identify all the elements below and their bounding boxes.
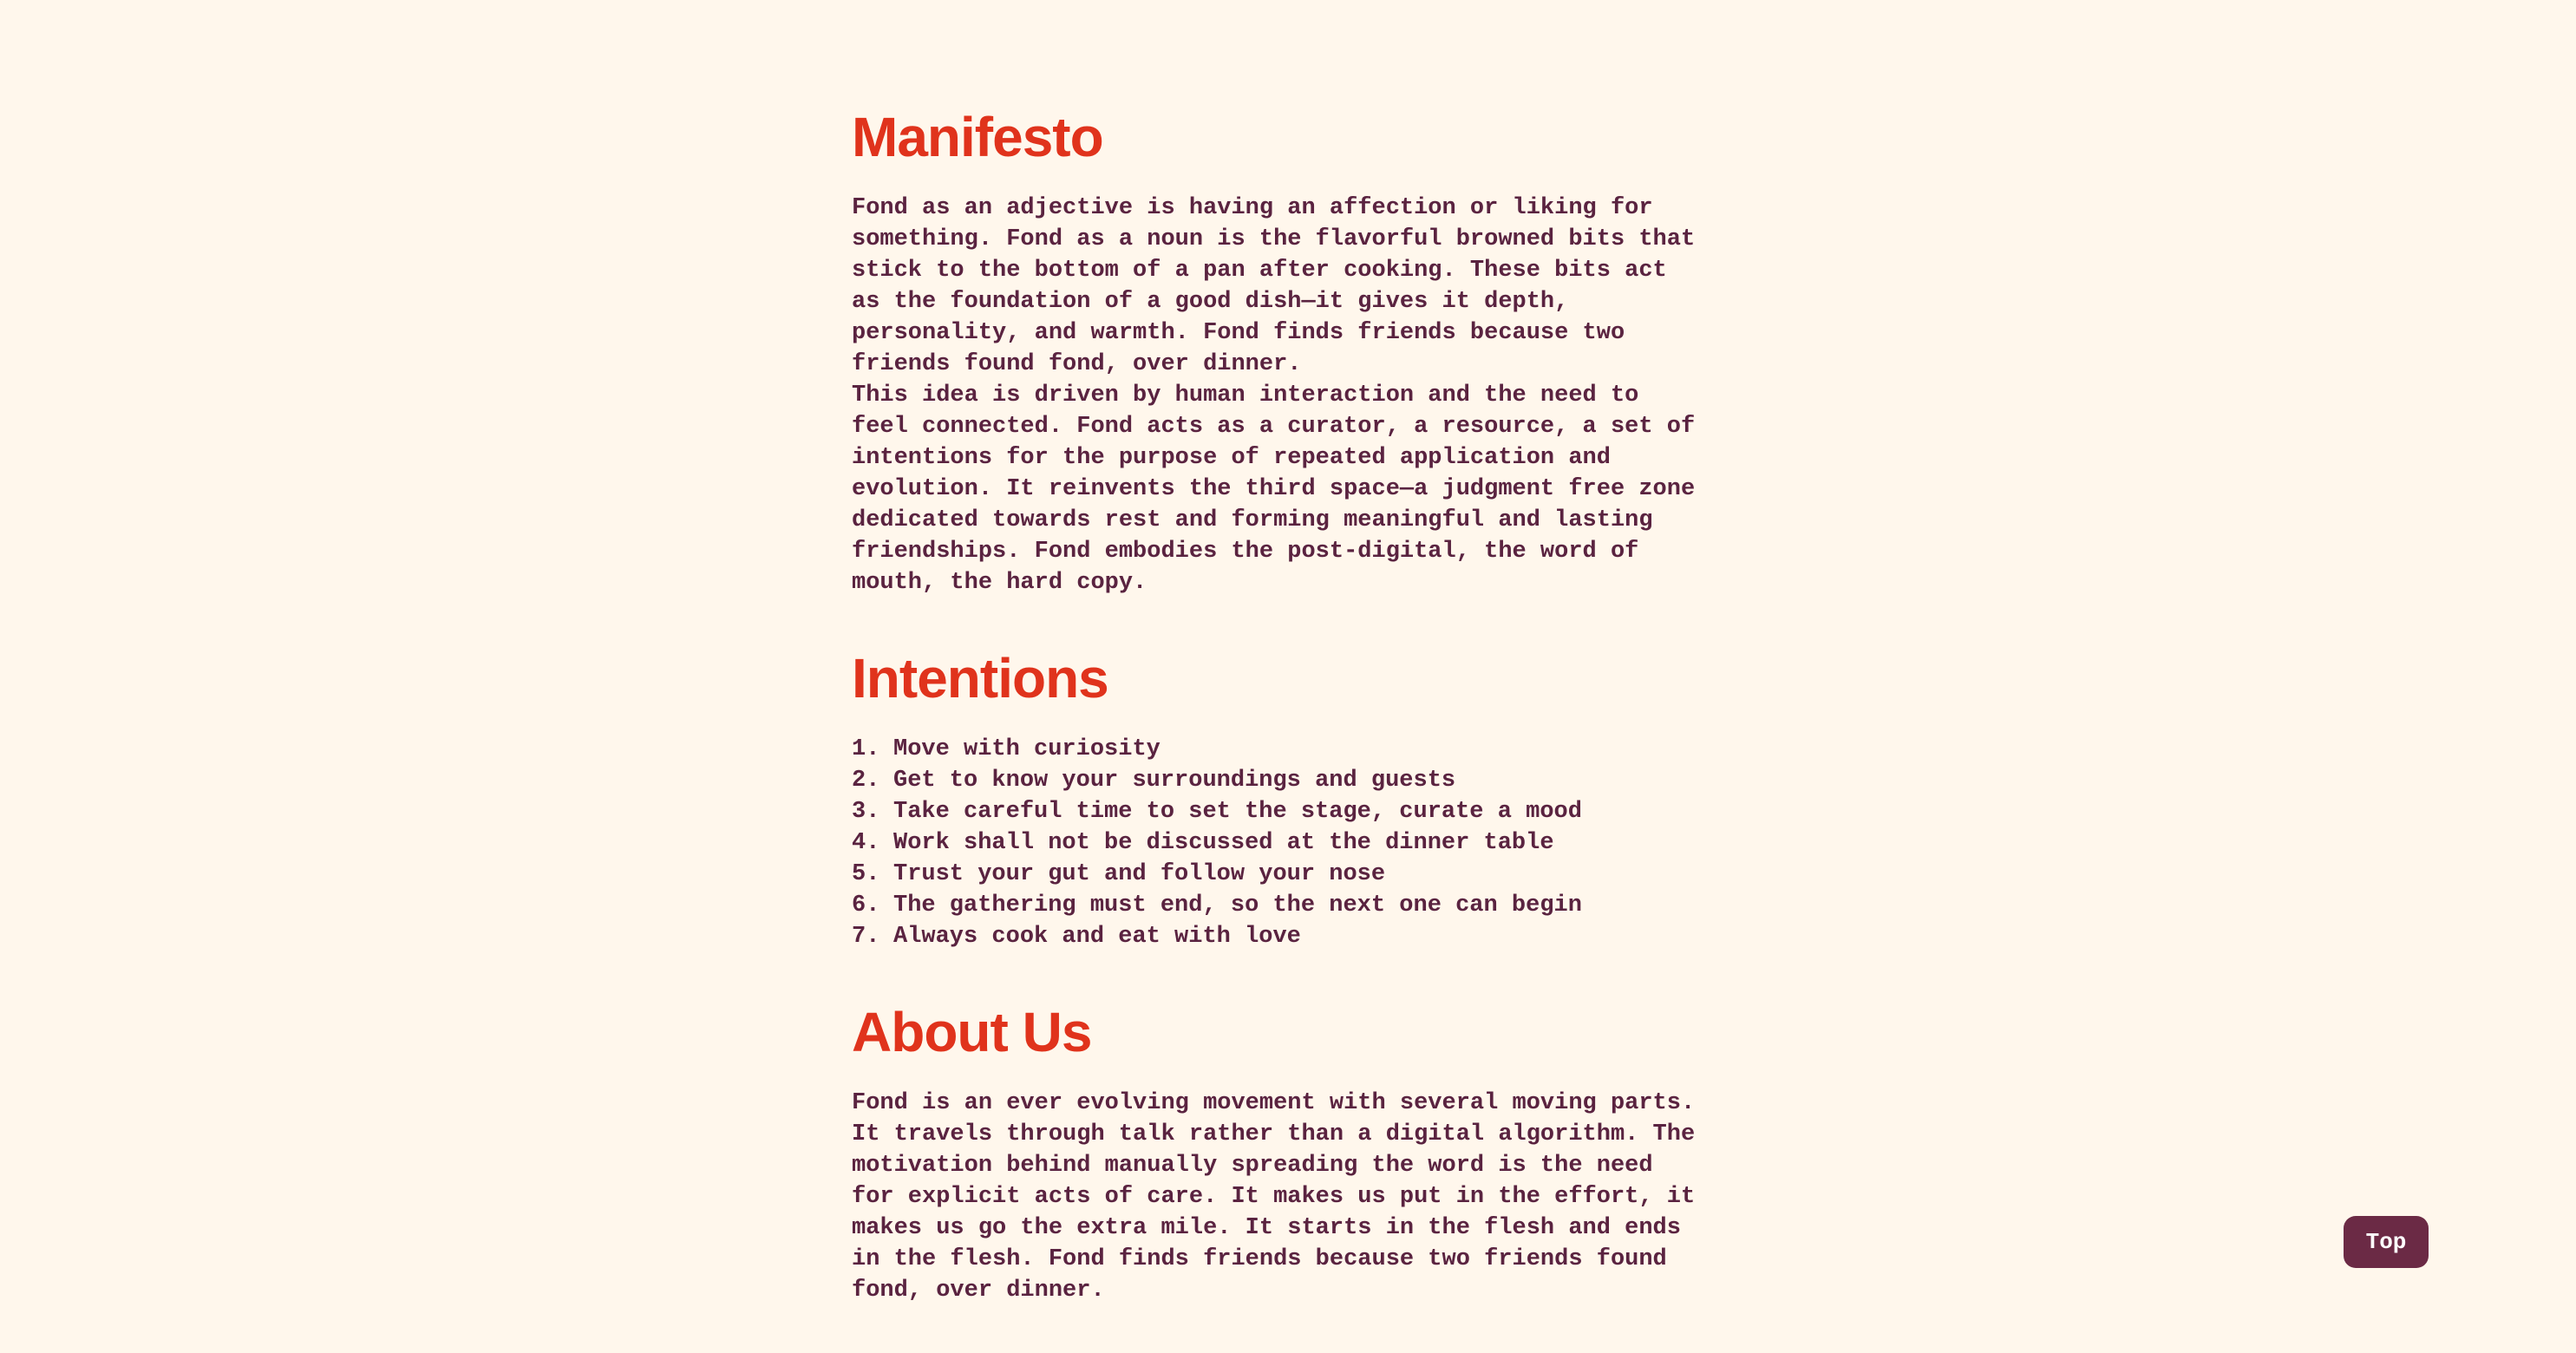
list-item-number: 5. [852,861,880,887]
list-item-text: Always cook and eat with love [893,924,1301,950]
list-item [852,734,1728,765]
list-item-number: 2. [852,768,880,794]
manifesto-text: Fond as an adjective is having an affection or liking for something. Fond as a noun is the flavorful browned bits that stick to the bottom of a pan after cooking. These bits act as the foundation of a good dish—it gives it depth, personality, and warmth. Fond finds friends because two friends found fond, over dinner. This idea is driven by human interaction and the need to feel connected. Fond acts as a curator, a resource, a set of intentions for the purpose of repeated application and evolution. It reinvents the third space—a judgment free zone dedicated towards rest and forming meaningful and lasting friendships. Fond embodies the post-digital, the word of mouth, the hard copy. [852,195,1696,596]
list-item-text: Trust your gut and follow your nose [893,861,1386,887]
list-item-text: Move with curiosity [893,736,1161,762]
intentions-list [852,734,1728,952]
about-us-text: Fond is an ever evolving movement with several moving parts. It travels through talk rather than a digital algorithm. The motivation behind manually spreading the word is the need for explicit acts of care. It makes us put in the effort, it makes us go the extra mile. It starts in the flesh and ends in the flesh. Fond finds friends because two friends found fond, over dinner. [852,1090,1696,1304]
list-item [852,796,1728,827]
list-item-text: The gathering must end, so the next one can begin [893,892,1582,918]
list-item-text: Work shall not be discussed at the dinner table [893,830,1554,856]
manifesto-heading: Manifesto [852,106,1103,168]
list-item-text: Get to know your surroundings and guests [893,768,1456,794]
list-item [852,765,1728,796]
list-item-number: 4. [852,830,880,856]
list-item [852,890,1728,921]
list-item-text: Take careful time to set the stage, curate a mood [893,799,1582,825]
list-item-number: 6. [852,892,880,918]
list-item [852,827,1728,859]
back-to-top-button[interactable]: Top [2344,1216,2429,1268]
list-item-number: 3. [852,799,880,825]
about-us-heading: About Us [852,1001,1092,1063]
intentions-heading: Intentions [852,647,1108,709]
manifesto-section [852,104,1728,598]
list-item [852,859,1728,890]
main-content [852,104,1728,1353]
list-item [852,921,1728,952]
about-us-section [852,999,1728,1306]
intentions-section [852,645,1728,952]
list-item-number: 1. [852,736,880,762]
list-item-number: 7. [852,924,880,950]
